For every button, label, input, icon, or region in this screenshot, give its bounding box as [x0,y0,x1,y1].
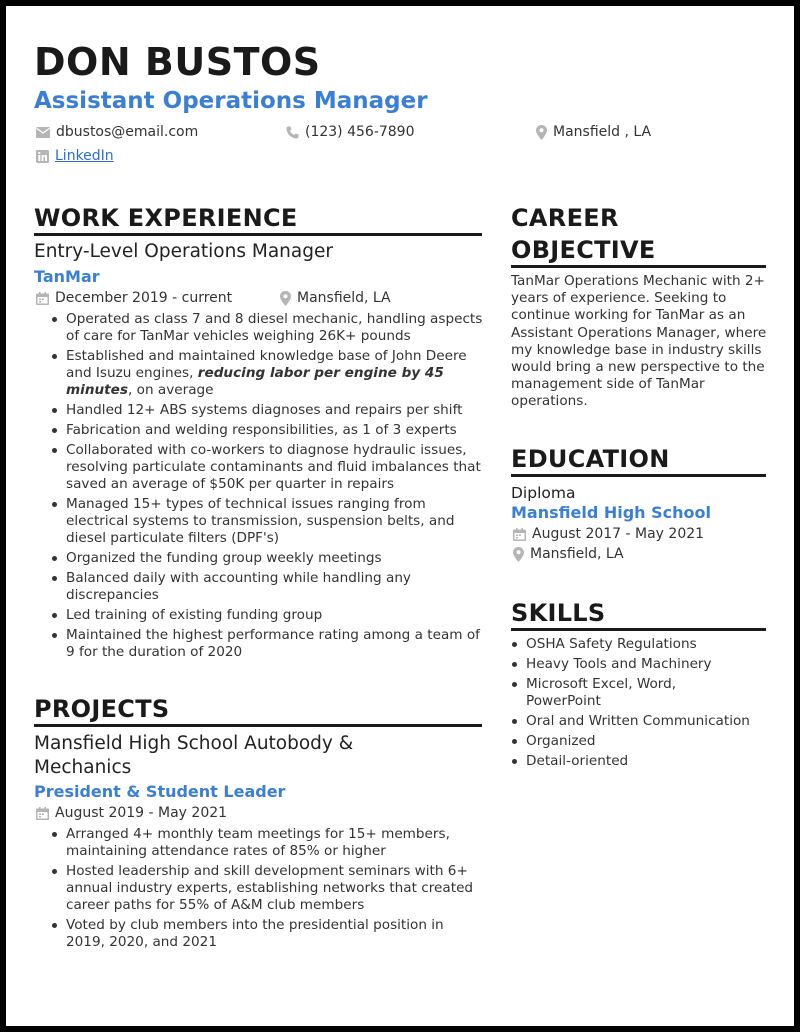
education-degree: Diploma [511,484,576,502]
list-item: Arranged 4+ monthly team meetings for 15+ members, maintaining attendance rates of 85% or higher [34,826,486,860]
calendar-icon [36,292,49,305]
list-item: Balanced daily with accounting while handling any discrepancies [34,570,486,604]
project-dates-text: August 2019 - May 2021 [55,805,228,821]
project-role: President & Student Leader [34,782,286,801]
list-item [34,348,486,399]
contact-linkedin [36,148,114,164]
education-rule [511,474,766,477]
job-title: Entry-Level Operations Manager [34,241,333,262]
job-dates [36,290,232,306]
list-item: OSHA Safety Regulations [494,636,779,653]
list-item-emphasis: reducing labor per engine by 45 minutes [66,365,444,398]
project-title: Mansfield High School Autobody & Mechanics [34,733,354,778]
project-dates [36,805,227,821]
skills-list [494,636,779,773]
location-text: Mansfield , LA [553,124,652,140]
list-item: Handled 12+ ABS systems diagnoses and repairs per shift [34,402,486,419]
list-item: Hosted leadership and skill development seminars with 6+ annual industry experts, establishing networks that created career paths for 55% of A&M club members [34,863,486,914]
phone-icon [286,126,299,139]
list-item: Fabrication and welding responsibilities, as 1 of 3 experts [34,422,486,439]
projects-heading: PROJECTS [34,695,170,723]
candidate-name: DON BUSTOS [34,40,321,84]
list-item: Operated as class 7 and 8 diesel mechanic, handling aspects of care for TanMar vehicles weighing 26K+ pounds [34,311,486,345]
phone-text: (123) 456-7890 [305,124,415,140]
projects-rule [34,724,482,727]
education-school: Mansfield High School [511,503,712,522]
education-location [513,546,624,562]
list-item: Voted by club members into the presidential position in 2019, 2020, and 2021 [34,917,486,951]
work-experience-rule [34,233,482,236]
list-item: Collaborated with co-workers to diagnose hydraulic issues, resolving particulate contaminants and fluid imbalances that saved an average of $50K per quarter in repairs [34,442,486,493]
location-pin-icon [280,291,291,306]
list-item: Managed 15+ types of technical issues ranging from electrical systems to transmission, suspension belts, and diesel particulate filters (DPF's) [34,496,486,547]
location-pin-icon [536,125,547,140]
job-dates-text: December 2019 - current [55,290,233,306]
contact-location [536,124,651,140]
company-name: TanMar [34,267,100,286]
skills-heading: SKILLS [511,599,606,627]
email-icon [36,127,50,138]
contact-phone [286,124,415,140]
list-item-tail: , on average [128,382,214,398]
career-objective-text: TanMar Operations Mechanic with 2+ years of experience. Seeking to continue working for TanMar as an Assistant Operations Manager, where my knowledge base in industry skills would bring a new perspective to the management side of TanMar operations. [511,273,767,410]
list-item: Oral and Written Communication [494,713,779,730]
candidate-role: Assistant Operations Manager [34,88,428,114]
list-item: Maintained the highest performance rating among a team of 9 for the duration of 2020 [34,627,486,661]
list-item: Heavy Tools and Machinery [494,656,779,673]
work-bullets [34,311,486,664]
education-dates-text: August 2017 - May 2021 [532,526,705,542]
resume-page [6,6,794,1026]
list-item: Led training of existing funding group [34,607,486,624]
career-objective-rule [511,265,766,268]
work-experience-heading: WORK EXPERIENCE [34,204,298,232]
job-location-text: Mansfield, LA [297,290,391,306]
career-objective-heading-line2: OBJECTIVE [511,236,656,264]
education-location-text: Mansfield, LA [530,546,624,562]
linkedin-icon [36,150,49,163]
list-item: Detail-oriented [494,753,779,770]
skills-rule [511,628,766,631]
list-item: Organized [494,733,779,750]
calendar-icon [36,807,49,820]
career-objective-heading-line1: CAREER [511,204,619,232]
education-heading: EDUCATION [511,445,670,473]
list-item: Microsoft Excel, Word, PowerPoint [494,676,779,710]
linkedin-link[interactable]: LinkedIn [55,148,114,164]
location-pin-icon [513,547,524,562]
project-bullets [34,826,486,954]
calendar-icon [513,528,526,541]
list-item: Organized the funding group weekly meetings [34,550,486,567]
list-item-text: Established and maintained knowledge base of John Deere and Isuzu engines, [66,348,467,381]
email-text: dbustos@email.com [56,124,199,140]
contact-email [36,124,198,140]
education-dates [513,526,704,542]
job-location [280,290,391,306]
